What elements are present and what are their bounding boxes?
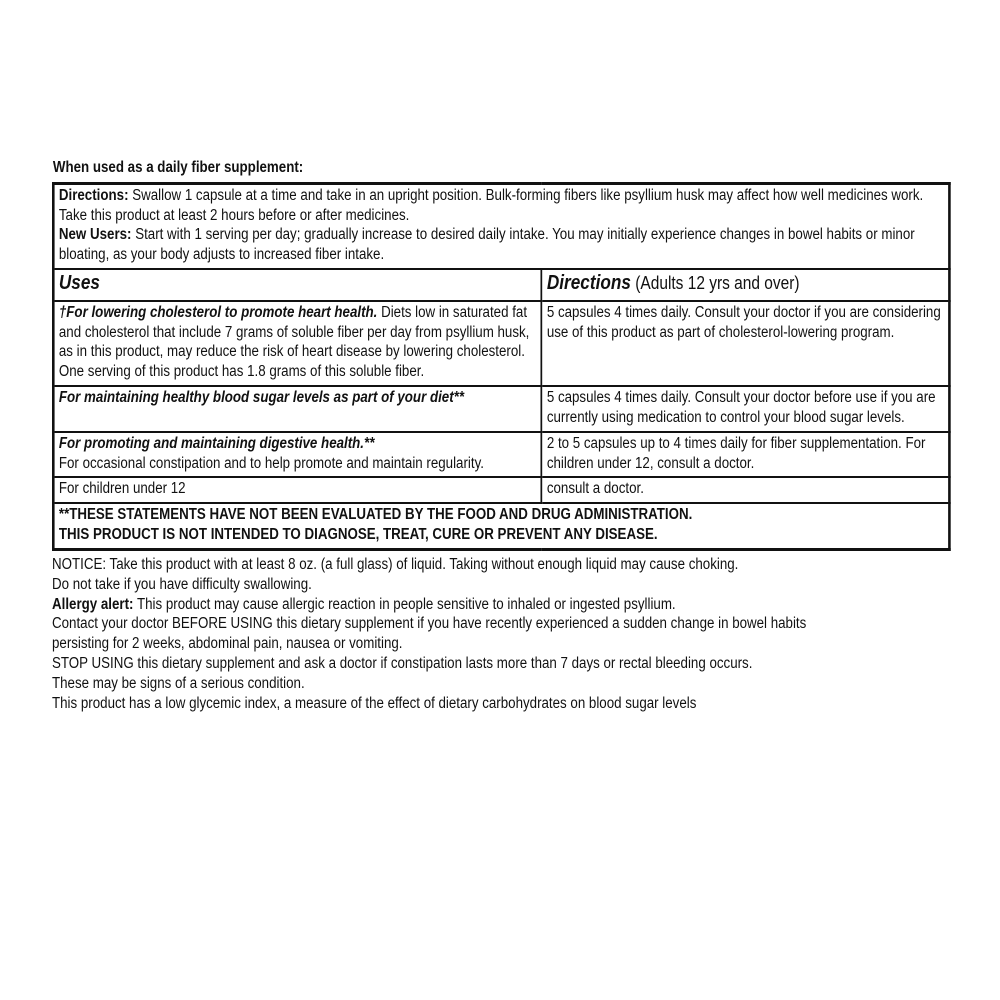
notice-line-1: NOTICE: Take this product with at least 8 oz. (a full glass) of liquid. Taking without enough liquid may cause choking. bbox=[52, 555, 739, 573]
new-users-text: Start with 1 serving per day; gradually increase to desired daily intake. You may initially experience changes in bowel habits or minor bloating, as your body adjusts to increased fiber intake. bbox=[58, 226, 915, 264]
use-title: †For lowering cholesterol to promote heart health. bbox=[58, 303, 378, 321]
directions-header: Directions bbox=[546, 272, 631, 295]
table-row bbox=[53, 477, 949, 503]
use-cell bbox=[53, 432, 541, 478]
directions-column-header bbox=[542, 269, 950, 301]
general-directions bbox=[53, 183, 949, 269]
table-row bbox=[53, 386, 949, 432]
notice-section bbox=[52, 555, 826, 714]
directions-label: Directions: bbox=[58, 186, 129, 204]
directions-text: Swallow 1 capsule at a time and take in an upright position. Bulk-forming fibers like psyllium husk may affect how well medicines work. Take this product at least 2 hours before or after medicines. bbox=[58, 186, 924, 224]
use-title: For maintaining healthy blood sugar levels as part of your diet** bbox=[58, 389, 465, 407]
direction-cell: consult a doctor. bbox=[542, 477, 950, 503]
table-row bbox=[53, 432, 949, 478]
new-users-label: New Users: bbox=[58, 226, 132, 244]
use-title: For promoting and maintaining digestive health.** bbox=[58, 434, 375, 452]
direction-cell: 2 to 5 capsules up to 4 times daily for fiber supplementation. For children under 12, consult a doctor. bbox=[542, 432, 950, 478]
use-cell bbox=[53, 301, 541, 386]
fda-disclaimer bbox=[53, 503, 949, 549]
fda-line-1: **THESE STATEMENTS HAVE NOT BEEN EVALUATED BY THE FOOD AND DRUG ADMINISTRATION. bbox=[58, 506, 693, 524]
directions-table bbox=[52, 182, 951, 551]
use-description: Diets low in saturated fat and cholesterol that include 7 grams of soluble fiber per day from psyllium husk, as in this product, may reduce the risk of heart disease by lowering cholesterol. One serving of this product has 1.8 grams of this soluble fiber. bbox=[58, 303, 530, 381]
stop-using-text: STOP USING this dietary supplement and ask a doctor if constipation lasts more than 7 days or rectal bleeding occurs. bbox=[52, 654, 753, 672]
fda-line-2: THIS PRODUCT IS NOT INTENDED TO DIAGNOSE, TREAT, CURE OR PREVENT ANY DISEASE. bbox=[58, 526, 658, 544]
glycemic-index-text: This product has a low glycemic index, a measure of the effect of dietary carbohydrates on blood sugar levels bbox=[52, 694, 697, 712]
serious-condition-text: These may be signs of a serious condition. bbox=[52, 674, 305, 692]
contact-doctor-text: Contact your doctor BEFORE USING this dietary supplement if you have recently experienced a sudden change in bowel habits persisting for 2 weeks, abdominal pain, nausea or vomiting. bbox=[52, 615, 807, 653]
direction-cell: 5 capsules 4 times daily. Consult your doctor if you are considering use of this product as part of cholesterol-lowering program. bbox=[542, 301, 950, 386]
allergy-label: Allergy alert: bbox=[52, 595, 134, 613]
table-row bbox=[53, 301, 949, 386]
uses-column-header bbox=[53, 269, 541, 301]
notice-line-2: Do not take if you have difficulty swallowing. bbox=[52, 575, 312, 593]
allergy-alert bbox=[52, 595, 826, 615]
allergy-text: This product may cause allergic reaction in people sensitive to inhaled or ingested psyllium. bbox=[133, 595, 676, 613]
direction-cell: 5 capsules 4 times daily. Consult your doctor before use if you are currently using medication to control your blood sugar levels. bbox=[542, 386, 950, 432]
use-cell bbox=[53, 386, 541, 432]
label-heading: When used as a daily fiber supplement: bbox=[52, 159, 304, 176]
use-cell: For children under 12 bbox=[53, 477, 541, 503]
supplement-label bbox=[52, 158, 941, 713]
uses-header: Uses bbox=[58, 272, 100, 295]
directions-header-sub: (Adults 12 yrs and over) bbox=[630, 273, 800, 294]
use-description: For occasional constipation and to help promote and maintain regularity. bbox=[58, 454, 484, 472]
